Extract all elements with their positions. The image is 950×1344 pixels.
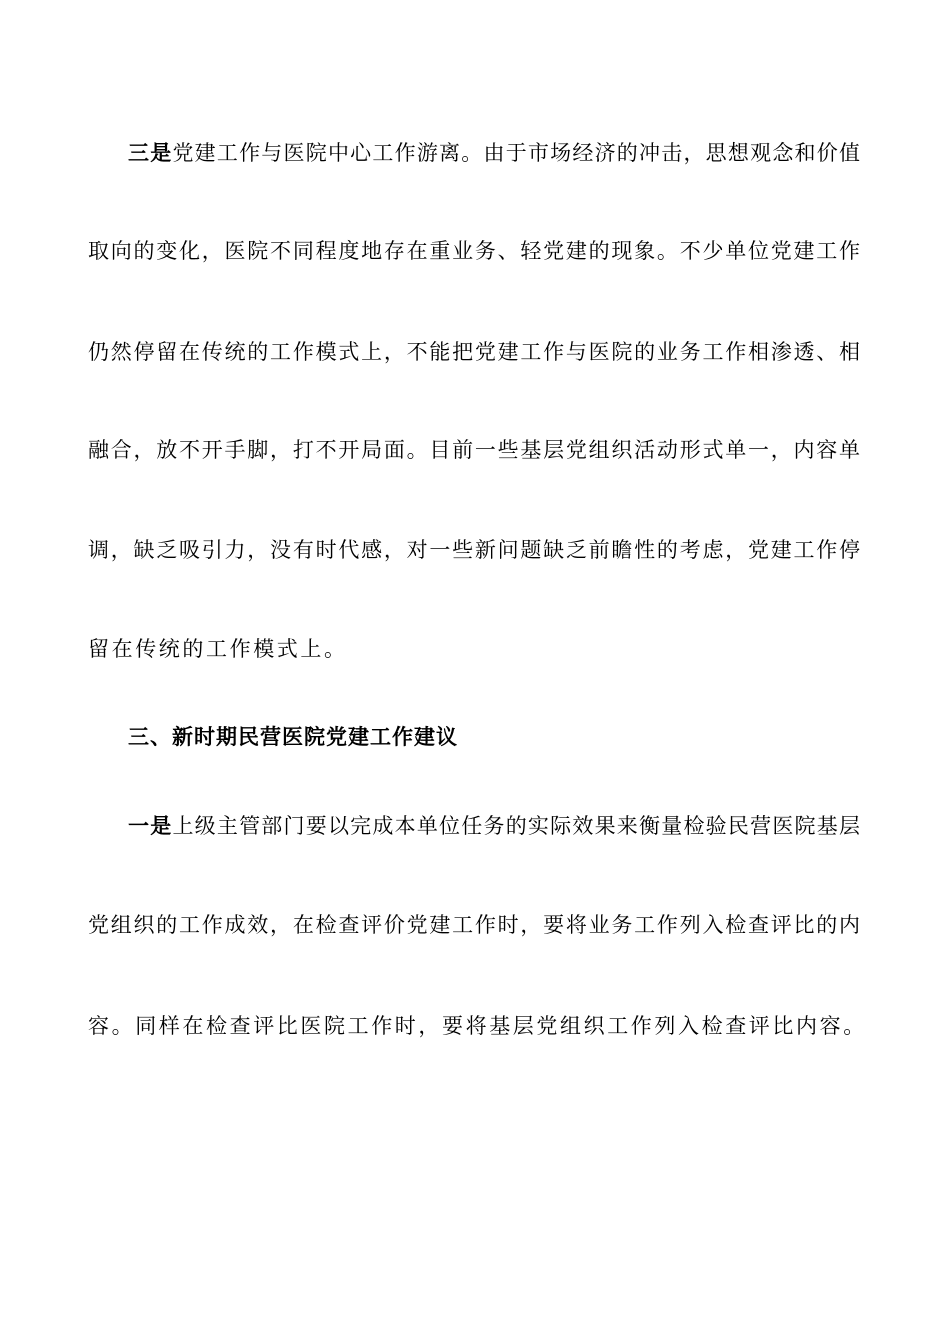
paragraph-2-line-3: 容。同样在检查评比医院工作时，要将基层党组织工作列入检查评比内容。	[88, 1014, 867, 1038]
paragraph-2-line-1	[128, 811, 860, 841]
paragraph-2-line-1-text: 上级主管部门要以完成本单位任务的实际效果来衡量检验民营医院基层	[172, 814, 860, 838]
paragraph-1-line-3: 仍然停留在传统的工作模式上，不能把党建工作与医院的业务工作相渗透、相	[88, 340, 860, 364]
paragraph-1-line-2: 取向的变化，医院不同程度地存在重业务、轻党建的现象。不少单位党建工作	[88, 239, 860, 263]
section-heading: 三、新时期民营医院党建工作建议	[128, 725, 458, 749]
paragraph-1-line-6: 留在传统的工作模式上。	[88, 637, 348, 661]
paragraph-1-line-1	[128, 138, 860, 168]
paragraph-1-line-4: 融合，放不开手脚，打不开局面。目前一些基层党组织活动形式单一，内容单	[88, 438, 860, 462]
paragraph-2-lead: 一是	[128, 814, 173, 838]
paragraph-1-line-1-text: 党建工作与医院中心工作游离。由于市场经济的冲击，思想观念和价值	[172, 141, 860, 165]
paragraph-2-line-2: 党组织的工作成效，在检查评价党建工作时，要将业务工作列入检查评比的内	[88, 913, 860, 937]
paragraph-1-lead: 三是	[128, 141, 173, 165]
paragraph-1-line-5: 调，缺乏吸引力，没有时代感，对一些新问题缺乏前瞻性的考虑，党建工作停	[88, 538, 860, 562]
